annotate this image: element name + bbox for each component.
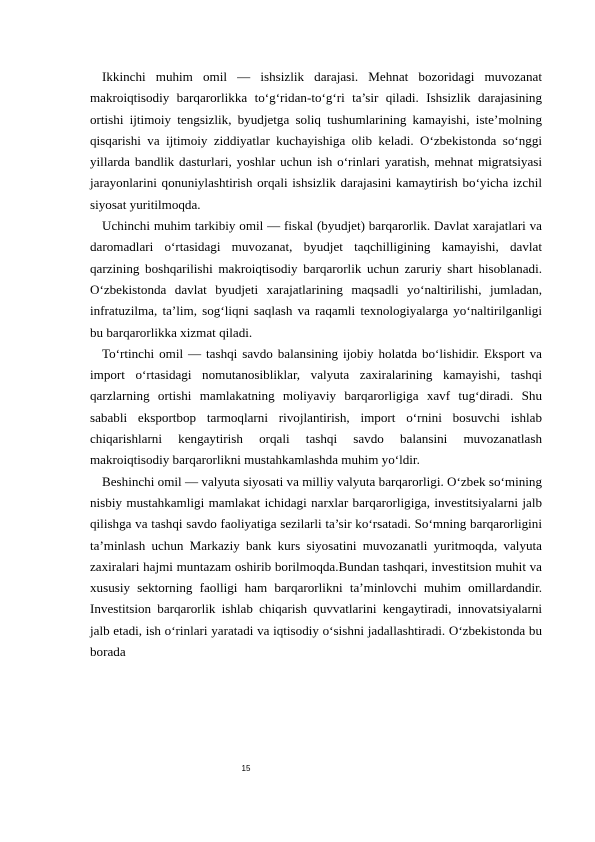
paragraph-unemployment: Ikkinchi muhim omil — ishsizlik darajasi. Mehnat bozoridagi muvozanat makroiqtisodiy barqarorlikka to‘g‘ridan-to‘g‘ri ta’sir qiladi. Ishsizlik darajasining ortishi ijtimoiy tengsizlik, byudjetga soliq tushumlarining kamayishi, iste’molning qisqarishi va ijtimoiy ziddiyatlar kuchayishiga olib keladi. O‘zbekistonda so‘nggi yillarda bandlik dasturlari, yoshlar uchun ish o‘rinlari yaratish, mehnat migratsiyasi jarayonlarini qonuniylashtirish orqali ishsizlik darajasini kamaytirish bo‘yicha izchil siyosat yuritilmoqda.	[90, 69, 542, 212]
paragraph-currency-policy: Beshinchi omil — valyuta siyosati va milliy valyuta barqarorligi. O‘zbek so‘mining nisbiy mustahkamligi mamlakat ichidagi narxlar barqarorligiga, investitsiyalarni jalb qilishga va tashqi savdo faoliyatiga sezilarli ta’sir ko‘rsatadi. So‘mning barqarorligini ta’minlash uchun Markaziy bank kurs siyosatini muvozanatli yuritmoqda, valyuta zaxiralari hajmi muntazam oshirib borilmoqda.Bundan tashqari, investitsion muhit va xususiy sektorning faolligi ham barqarorlikni ta’minlovchi muhim omillardandir. Investitsion barqarorlik ishlab chiqarish quvvatlarini kengaytiradi, innovatsiyalarni jalb etadi, ish o‘rinlari yaratadi va iqtisodiy o‘sishni jadallashtiradi. O‘zbekistonda bu borada	[90, 473, 542, 660]
paragraph-trade-balance: To‘rtinchi omil — tashqi savdo balansining ijobiy holatda bo‘lishidir. Eksport va import o‘rtasidagi nomutanosibliklar, valyuta zaxiralarining kamayishi, tashqi qarzlarning ortishi mamlakatning moliyaviy barqarorligiga xavf tug‘diradi. Shu sababli eksportbop tarmoqlarni rivojlantirish, import o‘rnini bosuvchi ishlab chiqarishlarni kengaytirish orqali tashqi savdo balansini muvozanatlash makroiqtisodiy barqarorlikni mustahkamlashda muhim yo‘ldir.	[90, 345, 542, 468]
page-number: 15	[241, 764, 251, 773]
paragraph-fiscal-stability: Uchinchi muhim tarkibiy omil — fiskal (byudjet) barqarorlik. Davlat xarajatlari va daromadlari o‘rtasidagi muvozanat, byudjet taqchilligining kamayishi, davlat qarzining boshqarilishi makroiqtisodiy barqarorlik uchun zaruriy shart hisoblanadi. O‘zbekistonda davlat byudjeti xarajatlarining maqsadli yo‘naltirilishi, jumladan, infratuzilma, ta’lim, sog‘liqni saqlash va raqamli texnologiyalarga yo‘naltirilganligi bu barqarorlikka xizmat qiladi.	[90, 218, 542, 340]
document-page	[90, 66, 542, 662]
